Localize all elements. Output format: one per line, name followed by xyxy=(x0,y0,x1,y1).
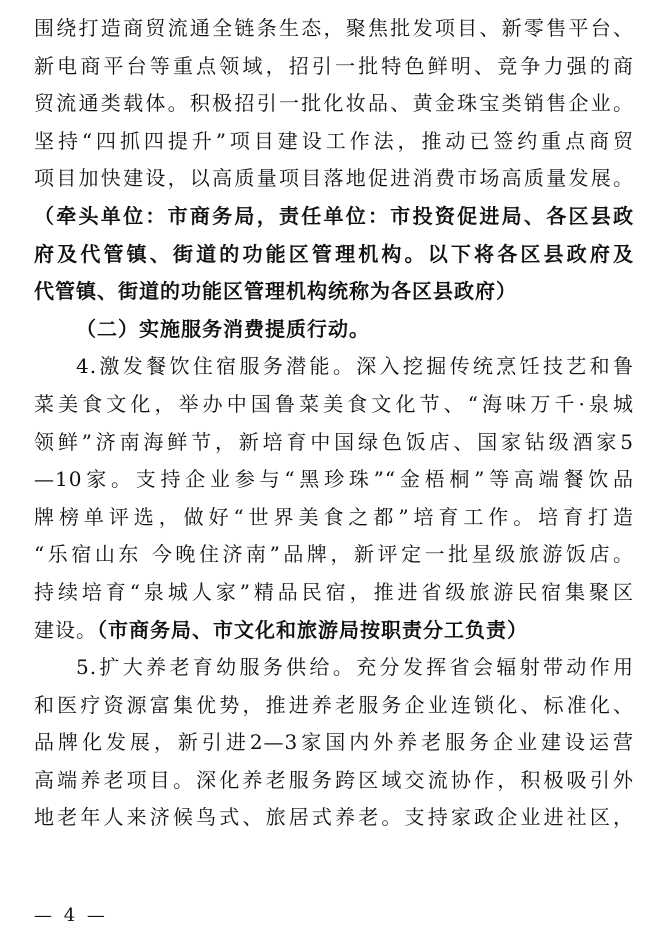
responsibility-note: （市商务局、市文化和旅游局按职责分工负责） xyxy=(97,617,528,642)
page-number: — 4 — xyxy=(34,905,108,926)
text-line: 牌榜单评选，做好“世界美食之都”培育工作。培育打造 xyxy=(34,504,634,529)
text-line: 5.扩大养老育幼服务供给。充分发挥省会辐射带动作用 xyxy=(76,655,634,680)
text-line: 新电商平台等重点领域，招引一批特色鲜明、竞争力强的商 xyxy=(34,53,634,78)
text-line: 持续培育“泉城人家”精品民宿，推进省级旅游民宿集聚区 xyxy=(34,579,634,604)
text-line: —10家。支持企业参与“黑珍珠”“金梧桐”等高端餐饮品 xyxy=(34,467,634,492)
text-line: 围绕打造商贸流通全链条生态，聚焦批发项目、新零售平台、 xyxy=(34,16,634,40)
text-line: 地老年人来济候鸟式、旅居式养老。支持家政企业进社区， xyxy=(34,805,634,830)
text-line: 坚持“四抓四提升”项目建设工作法，推动已签约重点商贸 xyxy=(34,128,634,153)
text-line: （二）实施服务消费提质行动。 xyxy=(76,316,370,341)
text-line: “乐宿山东 今晚住济南”品牌，新评定一批星级旅游饭店。 xyxy=(34,542,634,567)
text-line: 和医疗资源富集优势，推进养老服务企业连锁化、标准化、 xyxy=(34,692,634,717)
text-line: 高端养老项目。深化养老服务跨区域交流协作，积极吸引外 xyxy=(34,767,634,792)
text-line: 项目加快建设，以高质量项目落地促进消费市场高质量发展。 xyxy=(34,166,634,191)
text-line: 品牌化发展，新引进2—3家国内外养老服务企业建设运营 xyxy=(34,730,634,755)
text-line: 代管镇、街道的功能区管理机构统称为各区县政府） xyxy=(34,279,517,304)
text-line: 菜美食文化，举办中国鲁菜美食文化节、“海味万千·泉城 xyxy=(34,391,634,416)
text-line: 贸流通类载体。积极招引一批化妆品、黄金珠宝类销售企业。 xyxy=(34,91,634,116)
body-text xyxy=(34,10,634,837)
text-line: （牵头单位：市商务局，责任单位：市投资促进局、各区县政 xyxy=(34,203,634,228)
text-line: 府及代管镇、街道的功能区管理机构。以下将各区县政府及 xyxy=(34,241,634,266)
text-line: 4.激发餐饮住宿服务潜能。深入挖掘传统烹饪技艺和鲁 xyxy=(76,354,634,379)
text-line: 领鲜”济南海鲜节，新培育中国绿色饭店、国家钻级酒家5 xyxy=(34,429,634,454)
text-line: 建设。（市商务局、市文化和旅游局按职责分工负责） xyxy=(34,617,528,642)
